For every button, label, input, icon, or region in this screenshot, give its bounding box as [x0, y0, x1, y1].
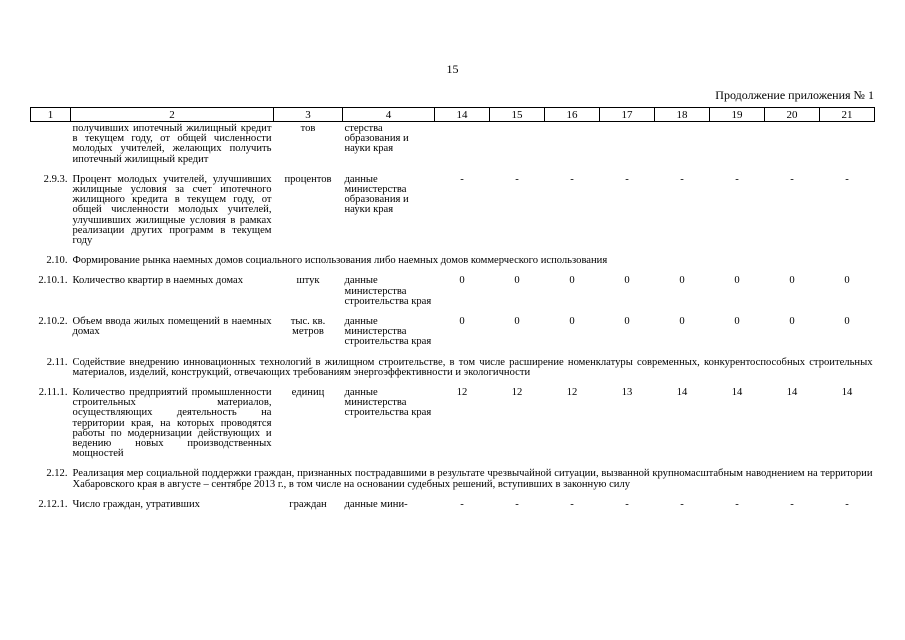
header-cell-2: 2 [71, 108, 274, 122]
year-value-21: - [845, 498, 849, 510]
year-value-17: 13 [621, 387, 633, 399]
year-value-15: - [515, 173, 519, 185]
year-value-16 [545, 122, 600, 173]
header-cell-17: 17 [600, 108, 655, 122]
indicator-description: Объем ввода жилых помещений в наемных домах [72, 316, 272, 338]
row-number: 2.10.2. [38, 316, 68, 328]
year-value-16: 0 [569, 316, 575, 328]
year-value-21: - [845, 173, 849, 185]
year-value-20: 14 [786, 387, 798, 399]
year-value-20: - [790, 498, 794, 510]
row-number: 2.11. [46, 356, 68, 368]
data-source: данные министерства строительства края [344, 275, 432, 307]
header-cell-19: 19 [710, 108, 765, 122]
year-value-16: 0 [569, 275, 575, 287]
data-source: данные министерства строительства края [344, 387, 432, 419]
year-value-18: - [680, 173, 684, 185]
year-value-17: 0 [624, 275, 630, 287]
indicator-description: Процент молодых учителей, улучшивших жилищные условия за счет ипотечного жилищного кредита в текущем году, от общей численности молодых учителей, улучшивших жилищные условия в рамках реализации других программ в текущем году [72, 173, 272, 247]
indicator-description: Число граждан, утративших [72, 498, 200, 510]
year-value-19: - [735, 498, 739, 510]
indicator-description: Количество предприятий промышленности строительных материалов, осуществляющих деятельность на территории края, на которых проводятся работы по модернизации действующих и ведению новых производственных мощностей [72, 387, 272, 460]
year-value-17: - [625, 173, 629, 185]
header-cell-1: 1 [31, 108, 71, 122]
year-value-16: - [570, 173, 574, 185]
year-value-14: - [460, 173, 464, 185]
year-value-18 [655, 122, 710, 173]
indicators-table [30, 107, 875, 518]
row-number: 2.10. [46, 255, 68, 267]
year-value-15: 0 [514, 275, 520, 287]
indicator-description: Количество квартир в наемных домах [72, 275, 244, 287]
row-number: 2.12.1. [38, 498, 68, 510]
year-value-21: 0 [844, 316, 850, 328]
year-value-16: - [570, 498, 574, 510]
section-title: Реализация мер социальной поддержки граждан, признанных пострадавшими в результате чрезвычайной ситуации, вызванной крупномасштабным наводнением на территории Хабаровского края в августе – сентябре 2013 г., в том числе на основании судебных решений, вступивших в законную силу [72, 468, 873, 490]
year-value-21: 0 [844, 275, 850, 287]
header-cell-14: 14 [435, 108, 490, 122]
section-row [31, 467, 875, 497]
table-header [31, 108, 875, 122]
header-cell-20: 20 [765, 108, 820, 122]
header-cell-3: 3 [274, 108, 343, 122]
year-value-14: 0 [459, 316, 465, 328]
year-value-15: 0 [514, 316, 520, 328]
year-value-19 [710, 122, 765, 173]
row-number: 2.12. [46, 468, 68, 480]
header-cell-21: 21 [820, 108, 875, 122]
row-number [31, 122, 71, 173]
continuation-label: Продолжение приложения № 1 [715, 88, 874, 102]
table-row [31, 386, 875, 467]
year-value-19: - [735, 173, 739, 185]
page-number: 15 [446, 62, 459, 76]
year-value-14: - [460, 498, 464, 510]
indicator-description: получивших ипотечный жилищный кредит в текущем году, от общей численности молодых учителей, желающих получить ипотечный жилищный кредит [72, 123, 272, 165]
table-row [31, 498, 875, 518]
header-row [31, 108, 875, 122]
year-value-14: 12 [456, 387, 468, 399]
data-source: данные министерства строительства края [344, 316, 432, 348]
year-value-21 [820, 122, 875, 173]
header-cell-18: 18 [655, 108, 710, 122]
header-cell-16: 16 [545, 108, 600, 122]
year-value-15: 12 [511, 387, 523, 399]
year-value-21: 14 [841, 387, 853, 399]
table-row [31, 173, 875, 254]
year-value-19: 0 [734, 316, 740, 328]
section-title: Содействие внедрению инновационных технологий в жилищном строительстве, в том числе расширение номенклатуры современных, конкурентоспособных строительных материалов, изделий, конструкций, отвечающих требованиям энергоэффективности и экологичности [72, 356, 873, 378]
year-value-18: 14 [676, 387, 688, 399]
section-title: Формирование рынка наемных домов социального использования либо наемных домов коммерческого использования [72, 255, 608, 267]
year-value-18: 0 [679, 275, 685, 287]
data-source: данные министерства образования и науки края [344, 173, 409, 216]
year-value-18: - [680, 498, 684, 510]
year-value-15 [490, 122, 545, 173]
row-number: 2.11.1. [38, 387, 68, 399]
table-body [31, 122, 875, 519]
unit-of-measure: тов [300, 123, 316, 134]
year-value-15: - [515, 498, 519, 510]
unit-of-measure: единиц [291, 387, 325, 399]
unit-of-measure: процентов [284, 173, 332, 185]
table-row [31, 315, 875, 356]
year-value-17: - [625, 498, 629, 510]
row-number: 2.9.3. [43, 173, 68, 185]
year-value-18: 0 [679, 316, 685, 328]
unit-of-measure: тыс. кв. метров [290, 316, 326, 338]
table-row [31, 122, 875, 173]
section-row [31, 356, 875, 386]
unit-of-measure: граждан [289, 498, 327, 510]
year-value-20: - [790, 173, 794, 185]
year-value-20 [765, 122, 820, 173]
header-cell-4: 4 [343, 108, 435, 122]
year-value-16: 12 [566, 387, 578, 399]
data-source: стерства образования и науки края [344, 123, 409, 155]
header-cell-15: 15 [490, 108, 545, 122]
section-row [31, 254, 875, 274]
year-value-20: 0 [789, 316, 795, 328]
year-value-17: 0 [624, 316, 630, 328]
year-value-19: 14 [731, 387, 743, 399]
year-value-17 [600, 122, 655, 173]
year-value-14 [435, 122, 490, 173]
table-row [31, 274, 875, 315]
row-number: 2.10.1. [38, 275, 68, 287]
data-source: данные мини- [344, 498, 408, 510]
year-value-14: 0 [459, 275, 465, 287]
year-value-19: 0 [734, 275, 740, 287]
unit-of-measure: штук [296, 275, 320, 287]
year-value-20: 0 [789, 275, 795, 287]
